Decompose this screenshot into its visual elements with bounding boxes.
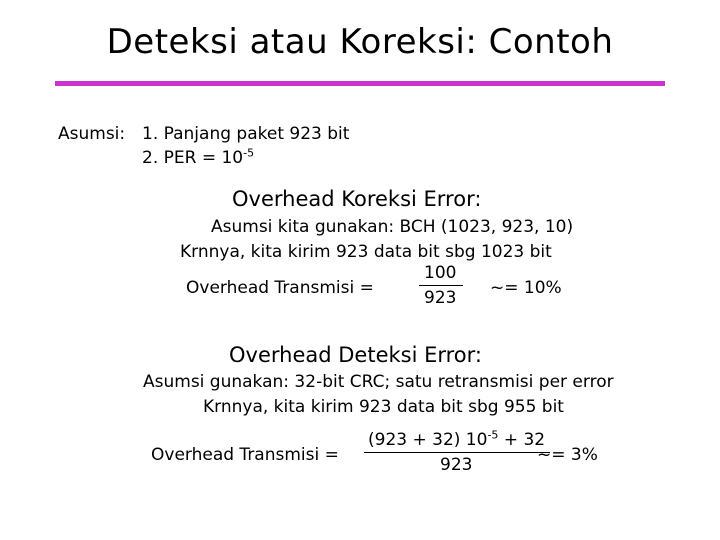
detection-result: ~= 3% <box>537 445 598 465</box>
detection-assumption: Asumsi gunakan: 32-bit CRC; satu retransmisi per error <box>143 372 614 392</box>
detection-fraction-bar <box>364 452 550 453</box>
assumption-packet-length: 1. Panjang paket 923 bit <box>142 124 350 144</box>
assumptions-label: Asumsi: <box>58 124 126 144</box>
correction-formula-label: Overhead Transmisi = <box>186 278 374 298</box>
page-title: Deteksi atau Koreksi: Contoh <box>106 22 614 62</box>
detection-formula-label: Overhead Transmisi = <box>151 445 339 465</box>
correction-result: ~= 10% <box>490 278 562 298</box>
correction-numerator: 100 <box>424 263 457 283</box>
correction-heading: Overhead Koreksi Error: <box>232 187 482 211</box>
detection-heading: Overhead Deteksi Error: <box>229 343 482 367</box>
correction-explanation: Krnnya, kita kirim 923 data bit sbg 1023 bit <box>180 242 552 262</box>
detection-numerator: (923 + 32) $10^{-5} + 32$ <box>368 428 546 450</box>
correction-assumption: Asumsi kita gunakan: BCH (1023, 923, 10) <box>211 217 574 237</box>
detection-denominator: 923 <box>440 455 473 475</box>
correction-denominator: 923 <box>424 288 457 308</box>
correction-fraction-bar <box>419 285 463 286</box>
assumption-per: 2. PER = $10^{-5}$ <box>142 146 255 168</box>
title-divider <box>55 81 665 86</box>
detection-explanation: Krnnya, kita kirim 923 data bit sbg 955 bit <box>203 397 564 417</box>
